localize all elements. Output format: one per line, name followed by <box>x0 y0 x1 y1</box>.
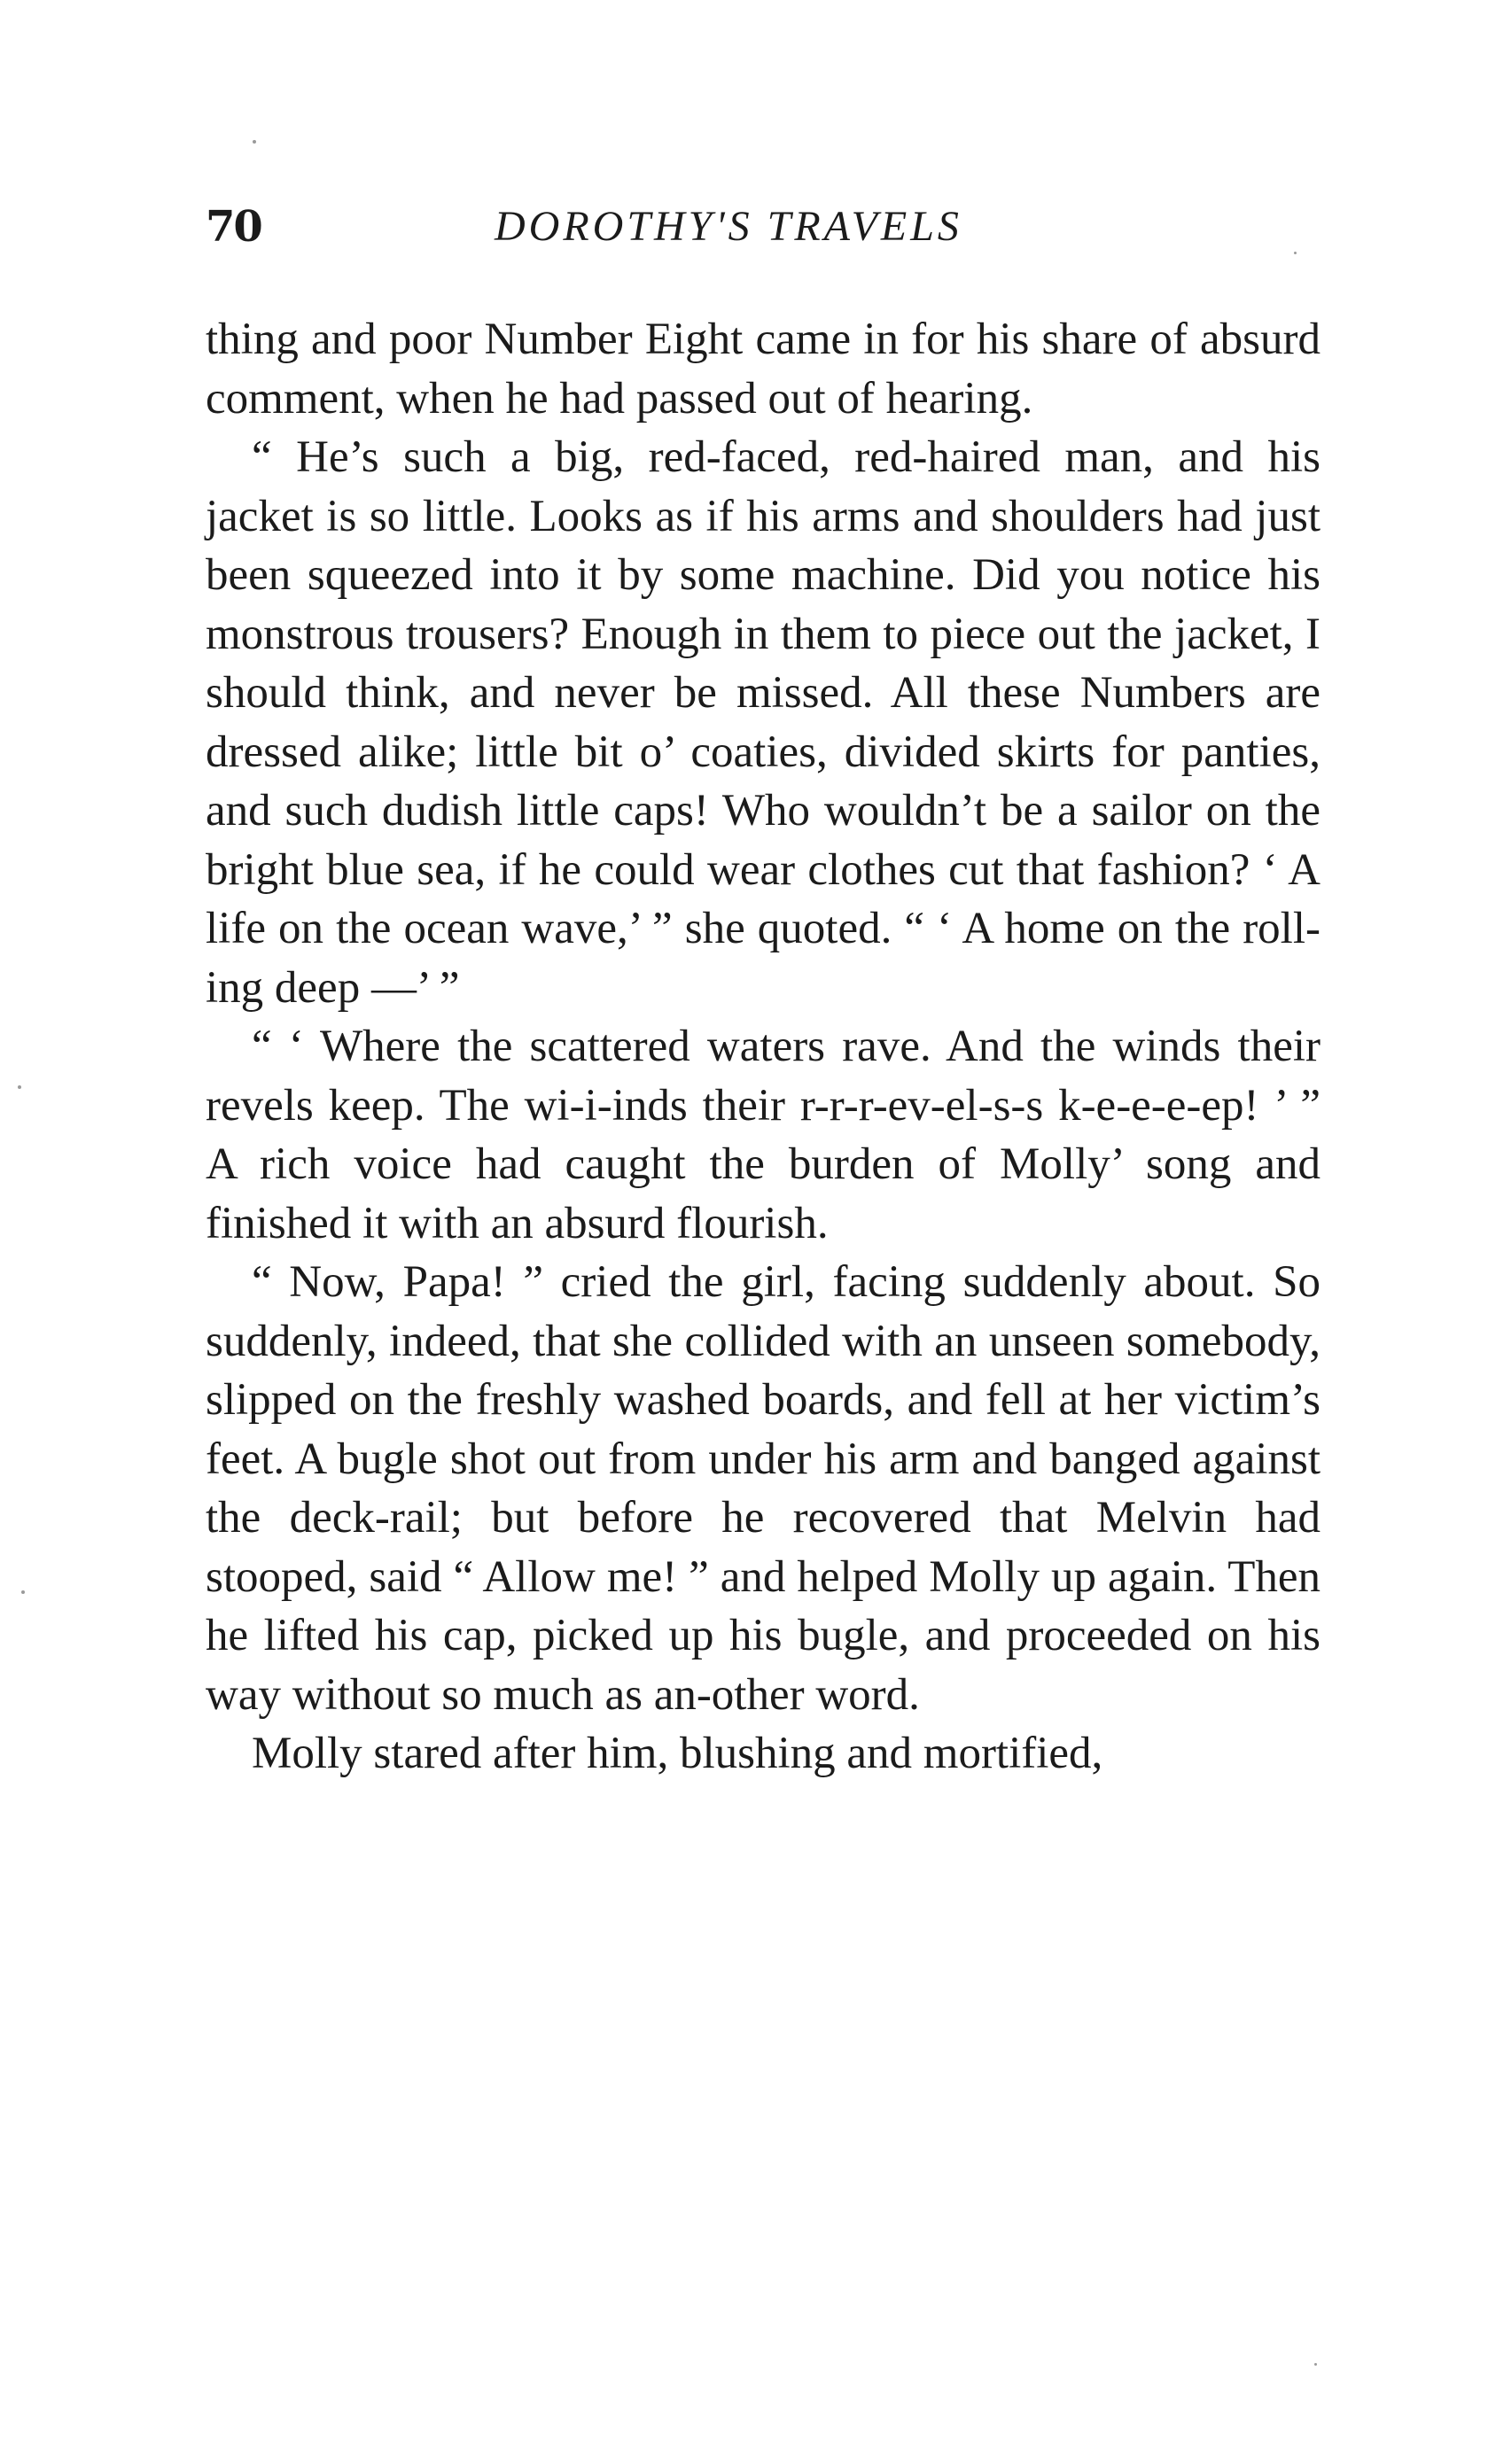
running-title: DOROTHY'S TRAVELS <box>495 203 962 250</box>
body-text <box>206 310 1321 1784</box>
paper-speck <box>1294 252 1297 254</box>
paragraph-continuation: thing and poor Number Eight came in for his share of absurd comment, when he had passed out of hearing. <box>206 315 1321 424</box>
paper-speck <box>1314 2363 1317 2366</box>
paper-speck <box>21 1590 25 1594</box>
page-number: 70 <box>206 202 261 252</box>
paper-speck <box>18 1085 21 1089</box>
paragraph-sailor-description: “ He’s such a big, red-faced, red-haired man, and his jacket is so little. Looks as if his arms and shoulders had just been squeezed into it by some machine. Did you notice his monstrous trousers? Enough in them to piece out the jacket, I should think, and never be missed. All these Numbers are dressed alike; little bit o’ coaties, divided skirts for panties, and such dudish little caps! Who wouldn’t be a sailor on the bright blue sea, if he could wear clothes cut that fashion? ‘ A life on the ocean wave,’ ” she quoted. “ ‘ A home on the roll-ing deep —’ ” <box>206 432 1321 1013</box>
paragraph-collision: “ Now, Papa! ” cried the girl, facing suddenly about. So suddenly, indeed, that she collided with an unseen somebody, slipped on the freshly washed boards, and fell at her victim’s feet. A bugle shot out from under his arm and banged against the deck-rail; but before he recovered that Melvin had stooped, said “ Allow me! ” and helped Molly up again. Then he lifted his cap, picked up his bugle, and proceeded on his way without so much as an-other word. <box>206 1257 1321 1720</box>
paragraph-song-reply: “ ‘ Where the scattered waters rave. And the winds their revels keep. The wi-i-inds their r-r-r-ev-el-s-s k-e-e-e-ep! ’ ” A rich voice had caught the burden of Molly’ song and finished it with an absurd flourish. <box>206 1022 1321 1248</box>
running-head <box>206 200 1321 253</box>
paper-speck <box>253 140 256 144</box>
paragraph-molly-stared: Molly stared after him, blushing and mortified, <box>252 1729 1103 1778</box>
